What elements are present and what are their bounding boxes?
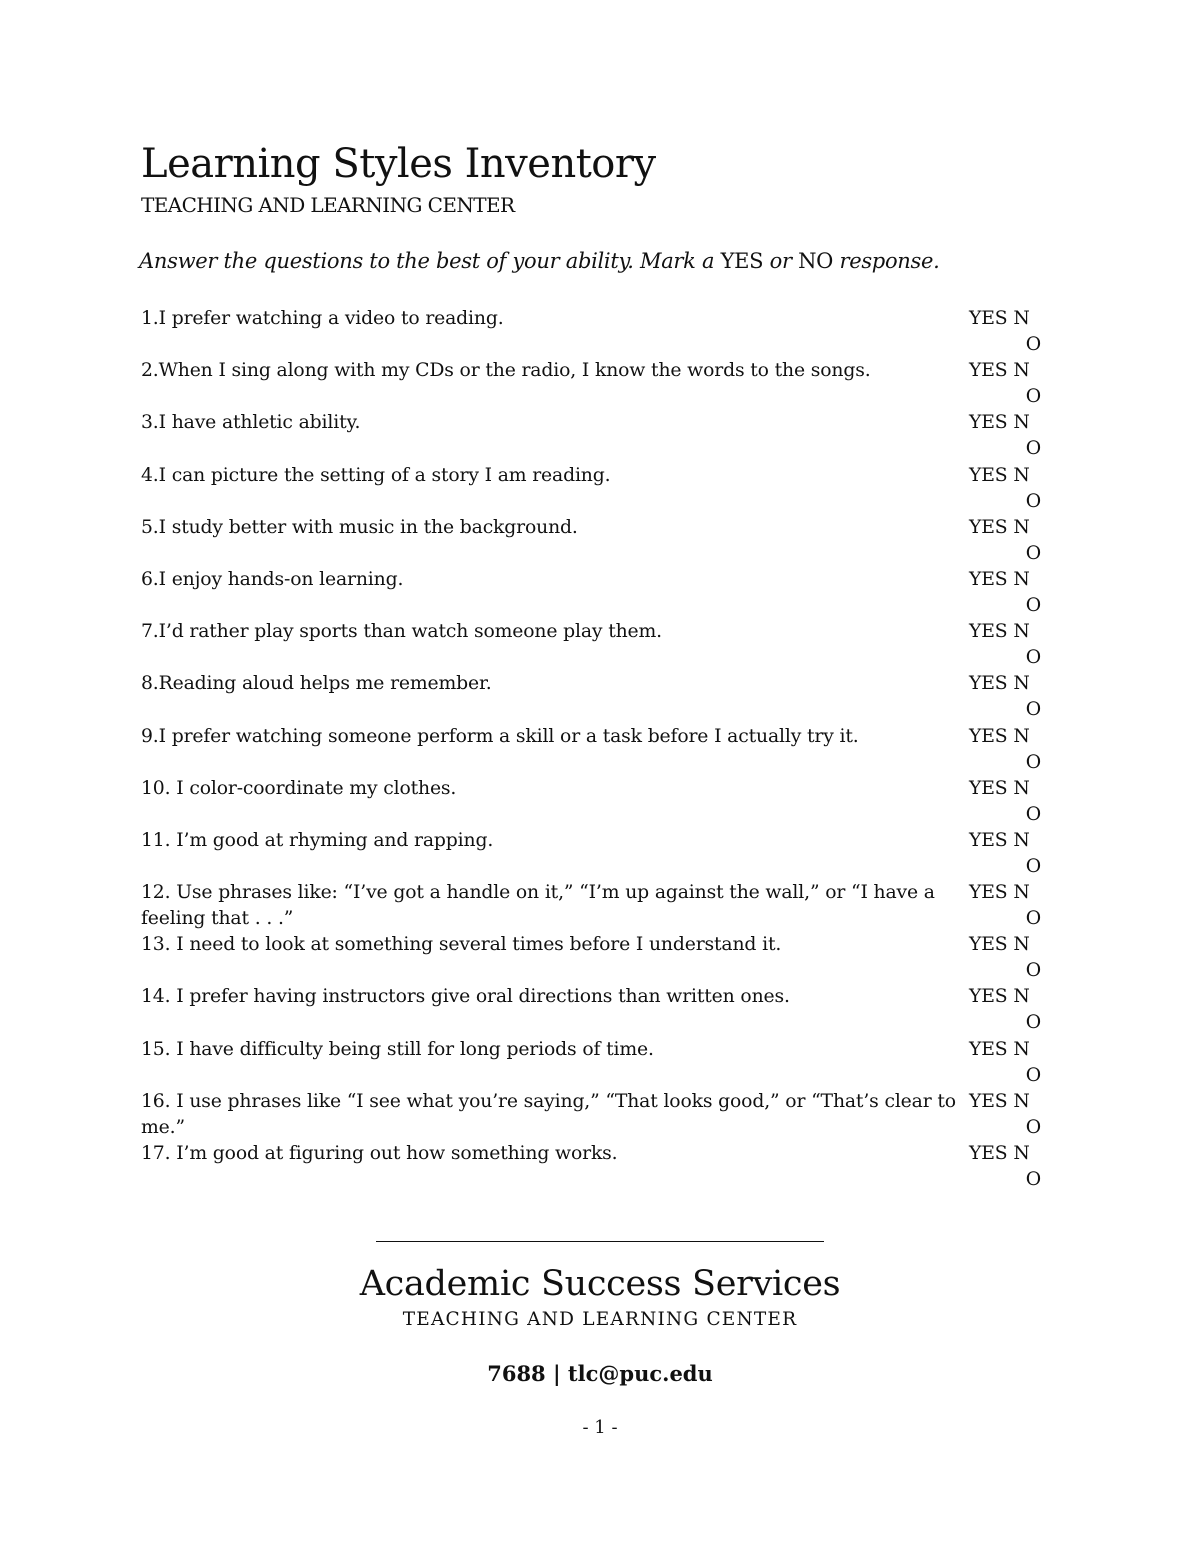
response-o: O: [1025, 699, 1041, 721]
response-o: O: [1025, 751, 1041, 773]
question-item: [141, 358, 1061, 410]
question-item: [141, 932, 1061, 984]
question-item: [141, 724, 1061, 776]
question-text: 16. I use phrases like “I see what you’re saying,” “That looks good,” or “That’s clear to me.”: [141, 1090, 956, 1138]
question-item: [141, 671, 1061, 723]
yes-no-response[interactable]: [969, 410, 1047, 462]
question-text: 5.I study better with music in the background.: [141, 516, 578, 538]
response-o: O: [1025, 1169, 1041, 1190]
question-item: [141, 828, 1061, 880]
question-item: [141, 1141, 1061, 1193]
instructions: [139, 247, 959, 276]
response-o: O: [1025, 908, 1041, 930]
question-item: [141, 515, 1061, 567]
question-text: 17. I’m good at figuring out how something works.: [141, 1143, 618, 1164]
response-o: O: [1025, 647, 1041, 669]
question-item: [141, 1089, 1061, 1141]
response-o: O: [1025, 803, 1041, 825]
question-text: 12. Use phrases like: “I’ve got a handle on it,” “I’m up against the wall,” or “I have a feeling that . . .”: [141, 882, 935, 930]
response-yes-n: YES N: [969, 621, 1030, 643]
footer-divider: [376, 1241, 824, 1242]
yes-no-response[interactable]: [969, 463, 1047, 515]
response-o: O: [1025, 1064, 1041, 1086]
question-item: [141, 984, 1061, 1036]
yes-no-response[interactable]: [969, 1089, 1047, 1141]
response-o: O: [1025, 1012, 1041, 1034]
footer-title: Academic Success Services: [359, 1264, 841, 1304]
question-text: 15. I have difficulty being still for long periods of time.: [141, 1038, 654, 1060]
yes-no-response[interactable]: [969, 619, 1047, 671]
question-text: 4.I can picture the setting of a story I am reading.: [141, 464, 611, 486]
yes-no-response[interactable]: [969, 880, 1047, 932]
response-yes-n: YES N: [969, 1090, 1030, 1112]
instructions-no: NO: [798, 249, 834, 273]
question-text: 14. I prefer having instructors give oral directions than written ones.: [141, 986, 790, 1008]
response-yes-n: YES N: [969, 725, 1030, 747]
yes-no-response[interactable]: [969, 515, 1047, 567]
response-yes-n: YES N: [969, 986, 1030, 1008]
response-o: O: [1025, 542, 1041, 564]
question-item: [141, 463, 1061, 515]
question-text: 2.When I sing along with my CDs or the radio, I know the words to the songs.: [141, 360, 871, 382]
yes-no-response[interactable]: [969, 358, 1047, 410]
yes-no-response[interactable]: [969, 828, 1047, 880]
question-text: 3.I have athletic ability.: [141, 412, 361, 434]
response-yes-n: YES N: [969, 829, 1030, 851]
response-yes-n: YES N: [969, 673, 1030, 695]
yes-no-response[interactable]: [969, 671, 1047, 723]
footer-subtitle: TEACHING AND LEARNING CENTER: [402, 1309, 798, 1330]
question-text: 10. I color-coordinate my clothes.: [141, 777, 457, 799]
response-yes-n: YES N: [969, 360, 1030, 382]
question-item: [141, 410, 1061, 462]
response-o: O: [1025, 490, 1041, 512]
yes-no-response[interactable]: [969, 776, 1047, 828]
instructions-text-2: or: [763, 249, 799, 273]
document-subtitle: TEACHING AND LEARNING CENTER: [141, 193, 515, 217]
response-o: O: [1025, 386, 1041, 408]
question-item: [141, 880, 1061, 932]
question-item: [141, 619, 1061, 671]
question-text: 13. I need to look at something several times before I understand it.: [141, 934, 782, 956]
response-yes-n: YES N: [969, 568, 1030, 590]
question-item: [141, 567, 1061, 619]
question-text: 6.I enjoy hands-on learning.: [141, 568, 404, 590]
question-text: 9.I prefer watching someone perform a skill or a task before I actually try it.: [141, 725, 859, 747]
response-yes-n: YES N: [969, 1038, 1030, 1060]
question-text: 11. I’m good at rhyming and rapping.: [141, 829, 494, 851]
response-yes-n: YES N: [969, 412, 1030, 434]
question-item: [141, 306, 1061, 358]
response-yes-n: YES N: [969, 882, 1030, 904]
response-yes-n: YES N: [969, 1143, 1030, 1164]
instructions-text-1: Answer the questions to the best of your ability. Mark a: [139, 249, 721, 273]
response-yes-n: YES N: [969, 934, 1030, 956]
response-yes-n: YES N: [969, 516, 1030, 538]
question-item: [141, 776, 1061, 828]
instructions-text-3: response.: [833, 249, 940, 273]
question-list: [141, 306, 1061, 1193]
response-o: O: [1025, 855, 1041, 877]
yes-no-response[interactable]: [969, 932, 1047, 984]
response-yes-n: YES N: [969, 777, 1030, 799]
yes-no-response[interactable]: [969, 1037, 1047, 1089]
yes-no-response[interactable]: [969, 1141, 1047, 1193]
response-o: O: [1025, 438, 1041, 460]
instructions-yes: YES: [720, 249, 764, 273]
footer-contact: 7688 | tlc@puc.edu: [487, 1361, 713, 1386]
response-o: O: [1025, 334, 1041, 355]
response-yes-n: YES N: [969, 464, 1030, 486]
question-text: 1.I prefer watching a video to reading.: [141, 308, 504, 329]
response-o: O: [1025, 1116, 1041, 1138]
yes-no-response[interactable]: [969, 306, 1047, 358]
yes-no-response[interactable]: [969, 724, 1047, 776]
question-text: 7.I’d rather play sports than watch someone play them.: [141, 621, 663, 643]
response-o: O: [1025, 960, 1041, 982]
response-o: O: [1025, 594, 1041, 616]
yes-no-response[interactable]: [969, 984, 1047, 1036]
response-yes-n: YES N: [969, 308, 1030, 329]
document-title: Learning Styles Inventory: [141, 141, 656, 187]
yes-no-response[interactable]: [969, 567, 1047, 619]
page-number: - 1 -: [582, 1417, 618, 1438]
question-item: [141, 1037, 1061, 1089]
question-text: 8.Reading aloud helps me remember.: [141, 673, 492, 695]
